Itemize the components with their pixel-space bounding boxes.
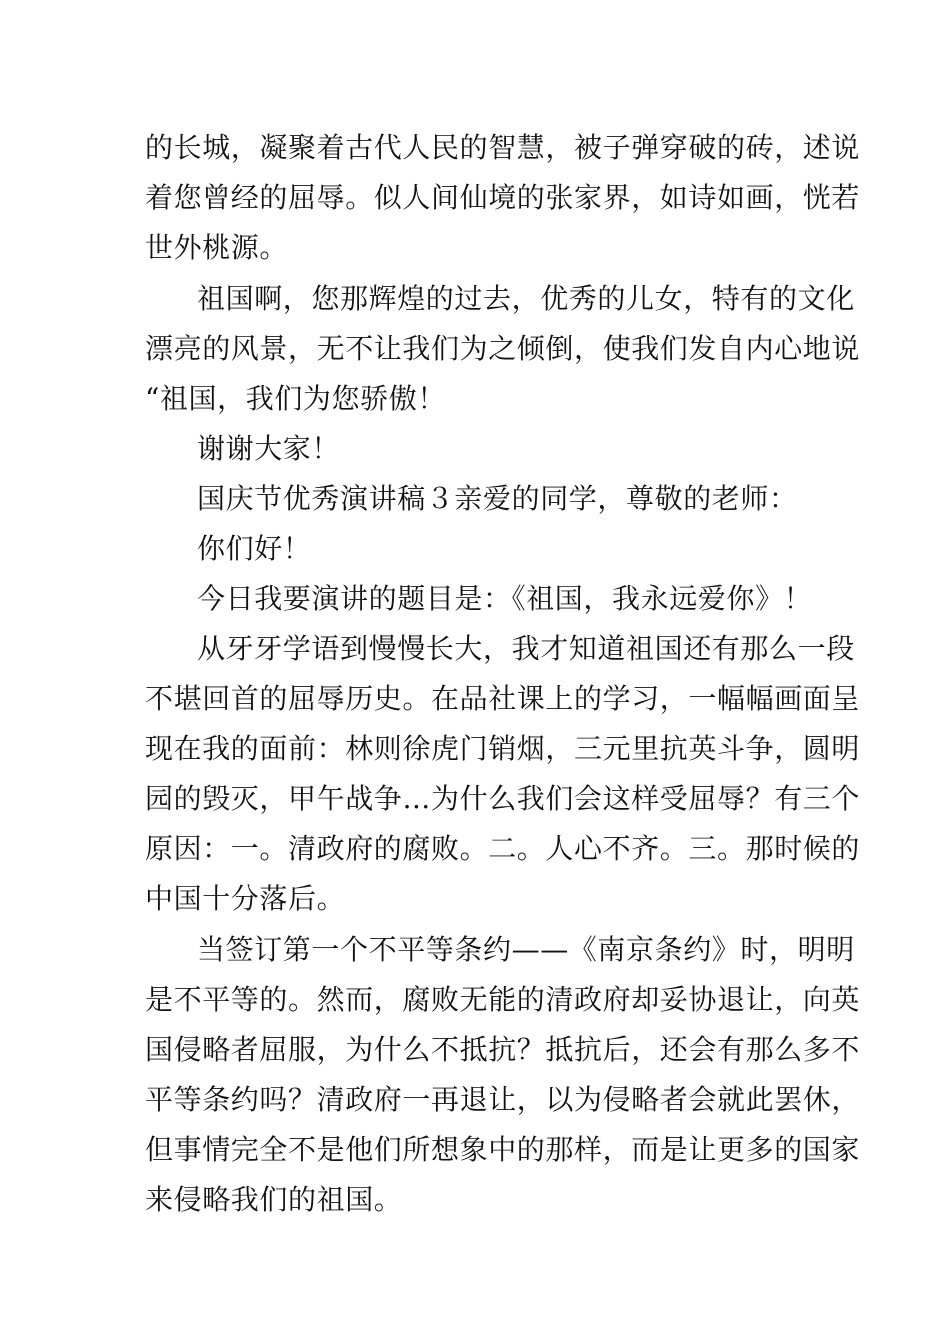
text-line: “祖国，我们为您骄傲！ xyxy=(145,382,446,415)
text-line: 中国十分落后。 xyxy=(145,882,346,915)
text-line: 谢谢大家！ xyxy=(197,432,341,465)
text-line: 当签订第一个不平等条约——《南京条约》时，明明 xyxy=(197,933,855,966)
text-line: 但事情完全不是他们所想象中的那样，而是让更多的国家 xyxy=(145,1133,861,1166)
text-line: 国侵略者屈服，为什么不抵抗？抵抗后，还会有那么多不 xyxy=(145,1033,861,1066)
text-line: 平等条约吗？清政府一再退让，以为侵略者会就此罢休， xyxy=(145,1083,861,1116)
text-line: 现在我的面前：林则徐虎门销烟，三元里抗英斗争，圆明 xyxy=(145,732,861,765)
text-line: 着您曾经的屈辱。似人间仙境的张家界，如诗如画，恍若 xyxy=(145,181,861,214)
text-line: 从牙牙学语到慢慢长大，我才知道祖国还有那么一段 xyxy=(197,632,855,665)
text-line: 园的毁灭，甲午战争…为什么我们会这样受屈辱？有三个 xyxy=(145,782,861,815)
text-line: 祖国啊，您那辉煌的过去，优秀的儿女，特有的文化 xyxy=(197,282,855,315)
text-line: 世外桃源。 xyxy=(145,231,289,264)
text-line: 你们好！ xyxy=(197,532,312,565)
text-line: 今日我要演讲的题目是：《祖国，我永远爱你》！ xyxy=(197,582,813,615)
text-line: 国庆节优秀演讲稿３亲爱的同学，尊敬的老师： xyxy=(197,482,798,515)
text-line: 来侵略我们的祖国。 xyxy=(145,1183,403,1216)
text-line: 漂亮的风景，无不让我们为之倾倒，使我们发自内心地说 xyxy=(145,332,861,365)
text-line: 原因：一。清政府的腐败。二。人心不齐。三。那时候的 xyxy=(145,832,861,865)
text-line: 的长城，凝聚着古代人民的智慧，被子弹穿破的砖，述说 xyxy=(145,131,861,164)
text-line: 是不平等的。然而，腐败无能的清政府却妥协退让，向英 xyxy=(145,983,861,1016)
text-line: 不堪回首的屈辱历史。在品社课上的学习，一幅幅画面呈 xyxy=(145,682,861,715)
